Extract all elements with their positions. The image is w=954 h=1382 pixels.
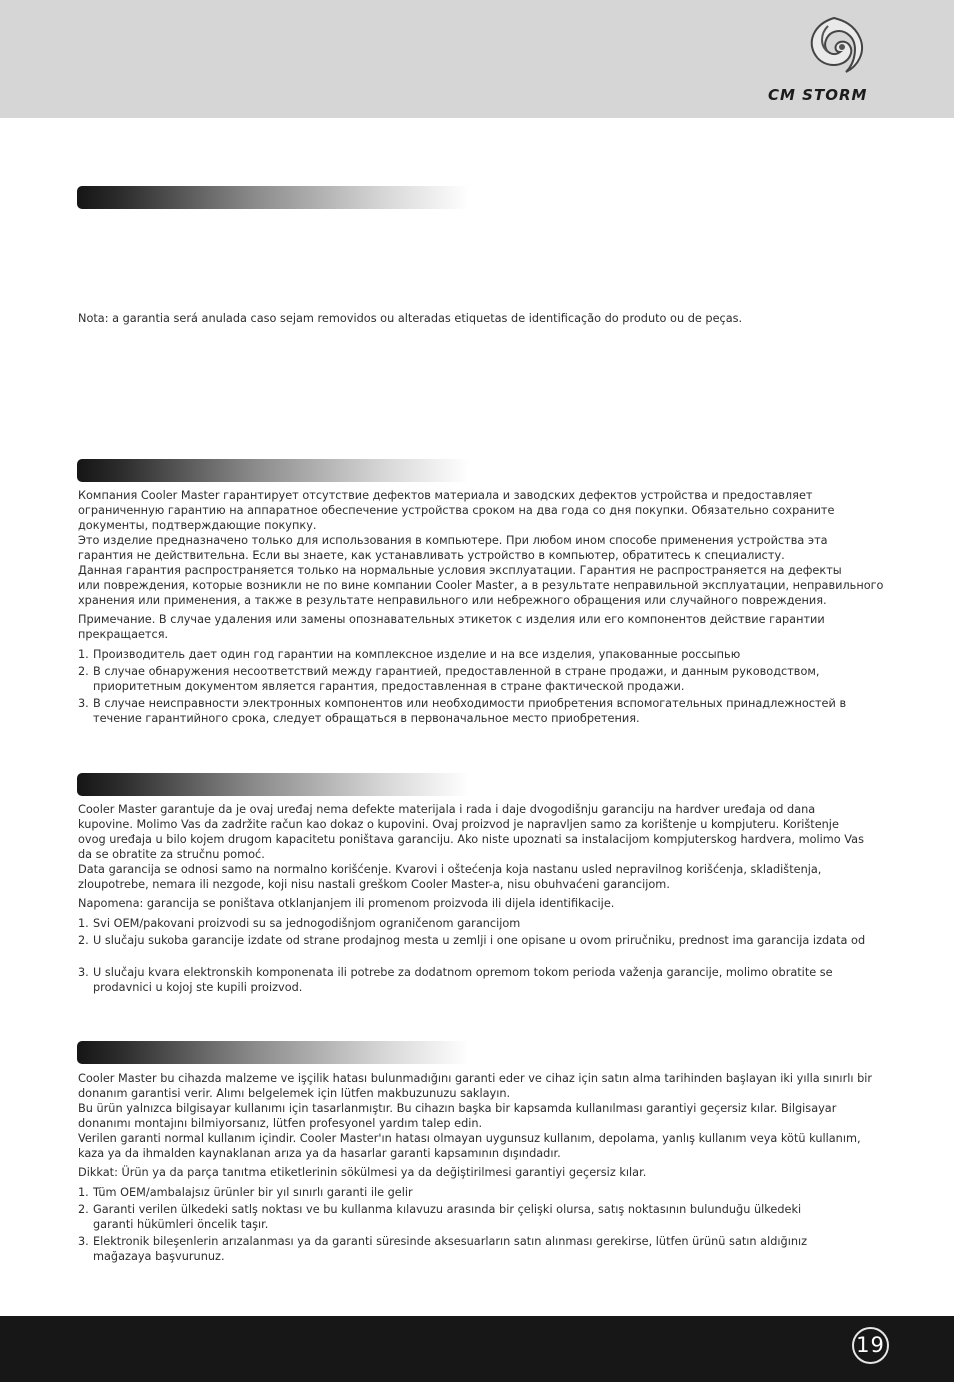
russian-paragraph-2: Это изделие предназначено только для использования в компьютере. При любом ином способе применения устройства эта гарантия не действительна. Если вы знаете, как устанавливать устройство в компьютер, обратитесь к специалисту. [78, 534, 828, 562]
section-header-bar-russian [77, 459, 469, 482]
brand-wordmark: CM STORM [768, 86, 868, 104]
turkish-note: Dikkat: Ürün ya da parça tanıtma etiketlerinin sökülmesi ya da değiştirilmesi garantiyi geçersiz kılar. [78, 1166, 647, 1179]
turkish-paragraph-3: Verilen garanti normal kullanım içindir. Cooler Master'ın hatası olmayan uygunsuz kullanım, depolama, yanlış kullanım veya kötü kullanım, kaza ya da ihmalden kaynaklanan arıza ya da hasarlar garanti kapsamının dışındadır. [78, 1132, 861, 1160]
turkish-section [78, 1071, 900, 1264]
list-item: 3. В случае неисправности электронных компонентов или необходимости приобретения вспомогательных принадлежностей в течение гарантийного срока, следует обращаться в первоначальное место приобретения. [78, 697, 847, 725]
list-item: 1. Производитель дает один год гарантии на комплексное изделие и на все изделия, упакованные россыпью [78, 648, 741, 661]
list-item: 2. В случае обнаружения несоответствий между гарантией, предоставленной в стране продажи, и данным руководством, приоритетным документом является гарантия, предоставленная в стране фактической продажи. [78, 665, 820, 693]
list-item: 1. Svi OEM/pakovani proizvodi su sa jednogodišnjom ograničenom garancijom [78, 917, 521, 930]
section-header-bar-turkish [77, 1041, 469, 1064]
section-header-bar-portuguese [77, 186, 469, 209]
list-item: 1. Tüm OEM/ambalajsız ürünler bir yıl sınırlı garanti ile gelir [78, 1186, 413, 1199]
list-item: 3. Elektronik bileşenlerin arızalanması ya da garanti süresinde aksesuarların satın alınması gerekirse, lütfen ürünü satın aldığınız mağazaya başvurunuz. [78, 1235, 808, 1263]
list-item: 2. Garanti verilen ülkedeki satlş noktası ve bu kullanma kılavuzu arasında bir çelişki olursa, satış noktasının bulunduğu ülkedeki garanti hükümleri öncelik taşır. [78, 1203, 802, 1231]
turkish-list [78, 1185, 900, 1264]
section-header-bar-serbian [77, 773, 469, 796]
serbian-list [78, 916, 900, 995]
turkish-paragraph-2: Bu ürün yalnızca bilgisayar kullanımı için tasarlanmıştır. Bu cihazın başka bir kapsamda kullanılması garantiyi geçersiz kılar. Bilgisayar donanımı montajını bilmiyorsanız, lütfen profesyonel yardım talep edin. [78, 1102, 837, 1130]
serbian-note: Napomena: garancija se poništava otklanjanjem ili promenom proizvoda ili dijela identifikacije. [78, 897, 615, 910]
list-item: 2. U slučaju sukoba garancije izdate od strane prodajnog mesta u zemlji i one opisane u ovom priručniku, prednost ima garancija izdata od [78, 934, 866, 947]
russian-paragraph-1: Компания Cooler Master гарантирует отсутствие дефектов материала и заводских дефектов устройства и предоставляет ограниченную гарантию на аппаратное обеспечение устройства сроком на два года со дня покупки. Обязательно сохраните документы, подтверждающие покупку. [78, 489, 835, 532]
russian-list [78, 647, 900, 726]
russian-paragraph-3: Данная гарантия распространяется только на нормальные условия эксплуатации. Гарантия не распространяется на дефекты или повреждения, которые возникли не по вине компании Cooler Master, а в результате неправильной эксплуатации, неправильного хранения или применения, а также в результате неправильного или небрежного обращения или случайного повреждения. [78, 564, 884, 607]
turkish-paragraph-1: Cooler Master bu cihazda malzeme ve işçilik hatası bulunmadığını garanti eder ve cihaz için satın alma tarihinden başlayan iki yılla sınırlı bir donanım garantisi verir. Alımı belgelemek için lütfen makbuzunuzu saklayın. [78, 1072, 873, 1100]
list-item: 3. U slučaju kvara elektronskih komponenata ili potrebe za dodatnom opremom tokom perioda važenja garancije, molimo obratite se prodavnici u kojoj ste kupili proizvod. [78, 966, 833, 994]
page-number: 19 [852, 1327, 889, 1364]
page-footer [0, 1316, 954, 1382]
portuguese-note: Nota: a garantia será anulada caso sejam removidos ou alteradas etiquetas de identificação do produto ou de peças. [78, 312, 743, 325]
portuguese-section [78, 311, 900, 326]
serbian-paragraph-2: Data garancija se odnosi samo na normalno korišćenje. Kvarovi i oštećenja koja nastanu usled nepravilnog korišćenja, skladištenja, zloupotrebe, nemara ili nezgode, koji nisu nastali greškom Cooler Master-a, nisu obuhvaćeni garancijom. [78, 863, 822, 891]
russian-section [78, 488, 900, 726]
serbian-paragraph-1: Cooler Master garantuje da je ovaj uređaj nema defekte materijala i rada i daje dvogodišnju garanciju na hardver uređaja od dana kupovine. Molimo Vas da zadržite račun kao dokaz o kupovini. Ovaj proizvod je napravljen samo za korištenje u kompjuteru. Korištenje ovog uređaja u bilo kojem drugom kapacitetu poništava garanciju. Ako niste upoznati sa instalacijom kompjuterskog hardvera, molimo Vas da se obratite za stručnu pomoć. [78, 803, 864, 861]
page-header [0, 0, 954, 118]
serbian-section [78, 802, 900, 995]
storm-swirl-icon [762, 14, 892, 86]
russian-note: Примечание. В случае удаления или замены опознавательных этикеток с изделия или его компонентов действие гарантии прекращается. [78, 613, 825, 641]
cm-storm-logo [762, 14, 892, 106]
